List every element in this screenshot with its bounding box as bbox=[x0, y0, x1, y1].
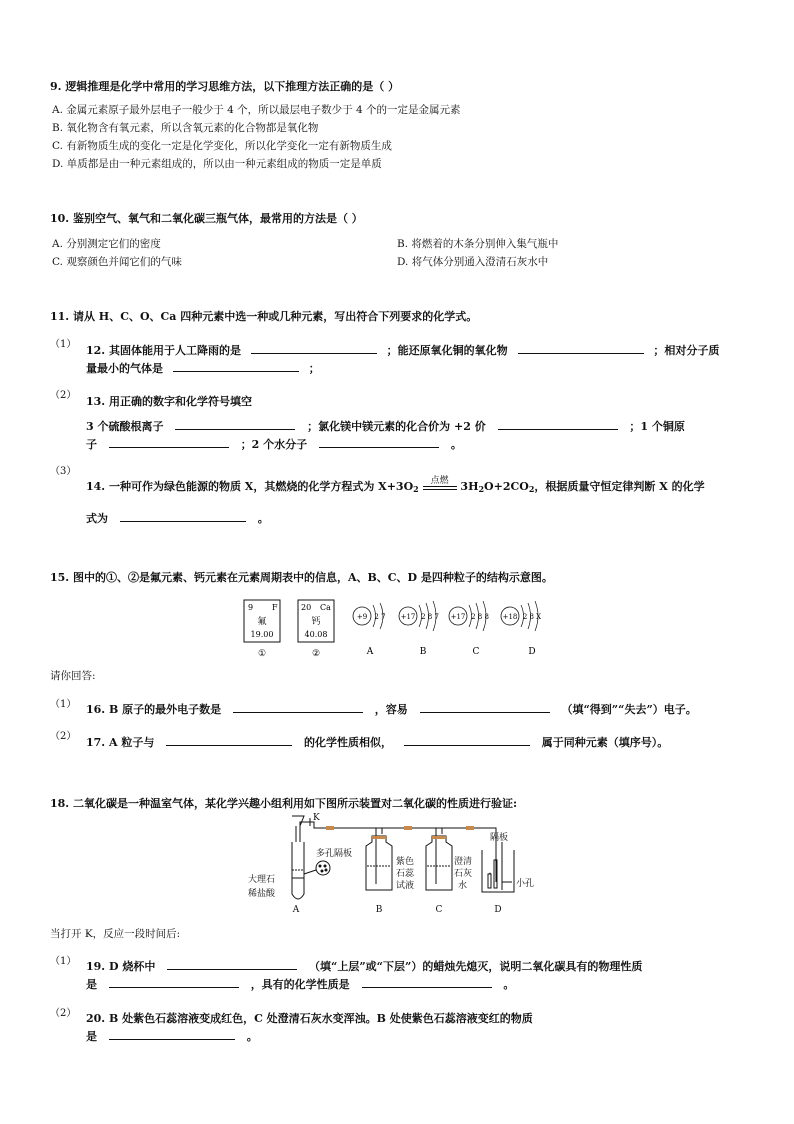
label-litmus-2: 石蕊 bbox=[396, 869, 415, 879]
particle-a-nucleus: +9 bbox=[356, 613, 368, 621]
ca-mass: 40.08 bbox=[304, 630, 328, 639]
q16-text-c: （填“得到”“失去”）电子。 bbox=[561, 703, 697, 716]
q10-option-a: A. 分别测定它们的密度 bbox=[52, 238, 161, 250]
q16-blank-1[interactable] bbox=[233, 701, 363, 713]
q12-blank-3[interactable] bbox=[173, 360, 299, 372]
q11-stem: 11. 请从 H、C、O、Ca 四种元素中选一种或几种元素，写出符合下列要求的化学式。 bbox=[50, 310, 478, 323]
q19-line2 bbox=[86, 976, 514, 992]
q14-text-d: ，根据质量守恒定律判断 X 的化学 bbox=[534, 480, 705, 493]
label-a: A bbox=[292, 905, 300, 915]
particle-a-label: A bbox=[366, 647, 374, 657]
q14-condition: 点燃 bbox=[430, 476, 449, 486]
q20-text-b: 是 bbox=[86, 1030, 97, 1043]
q11-part3-label: （3） bbox=[50, 466, 77, 477]
q14-blank[interactable] bbox=[120, 510, 246, 522]
q9-stem: 9. 逻辑推理是化学中常用的学习思维方法，以下推理方法正确的是（ ） bbox=[50, 80, 400, 93]
label-c: C bbox=[435, 905, 443, 915]
ca-name: 钙 bbox=[311, 617, 321, 627]
q9-option-b: B. 氧化物含有氧元素，所以含氧元素的化合物都是氧化物 bbox=[52, 122, 319, 134]
q18-apparatus-figure bbox=[246, 812, 536, 916]
q12-text-a: 12. 其固体能用于人工降雨的是 bbox=[86, 344, 241, 357]
q13-blank-3[interactable] bbox=[109, 436, 229, 448]
q11-part1-label: （1） bbox=[50, 339, 77, 350]
q19-text-d: ，具有的化学性质是 bbox=[250, 978, 350, 991]
q12-text-d: 量最小的气体是 bbox=[86, 362, 163, 375]
q19-blank-3[interactable] bbox=[362, 976, 492, 988]
label-partition: 隔板 bbox=[490, 833, 509, 843]
q20-text-c: 。 bbox=[246, 1030, 258, 1043]
q15-part1-label: （1） bbox=[50, 699, 77, 710]
label-porous-plate: 多孔隔板 bbox=[316, 849, 353, 859]
q14-text-e: 式为 bbox=[86, 512, 108, 525]
particle-d-electrons: 2 8 X bbox=[522, 613, 542, 621]
q16-blank-2[interactable] bbox=[420, 701, 550, 713]
q13-blank-1[interactable] bbox=[175, 418, 295, 430]
flame-lower bbox=[489, 873, 491, 875]
q9-option-a: A. 金属元素原子最外层电子一般少于 4 个，所以最层电子数少于 4 个的一定是金属元素 bbox=[52, 104, 461, 116]
q17-text-c: 属于同种元素（填序号）。 bbox=[541, 736, 669, 749]
label-lime-1: 澄清 bbox=[454, 857, 473, 867]
label-litmus-3: 试液 bbox=[396, 881, 415, 891]
q14-reaction-arrow bbox=[423, 476, 457, 490]
q14-text-f: 。 bbox=[257, 512, 269, 525]
f-label: ① bbox=[257, 649, 267, 659]
q19-blank-1[interactable] bbox=[167, 958, 297, 970]
f-atomic-number: 9 bbox=[248, 603, 254, 612]
q10-option-c: C. 观察颜色并闻它们的气味 bbox=[52, 256, 182, 268]
q10-option-d: D. 将气体分别通入澄清石灰水中 bbox=[397, 256, 549, 268]
q14-text-c: O+2CO bbox=[484, 480, 529, 493]
q12-blank-2[interactable] bbox=[518, 342, 644, 354]
bottle-c bbox=[426, 836, 452, 890]
q20-line1: 20. B 处紫色石蕊溶液变成红色，C 处澄清石灰水变浑浊。B 处使紫色石蕊溶液变红的物质 bbox=[86, 1012, 533, 1025]
particle-d-diagram bbox=[501, 601, 541, 657]
ca-atomic-number: 20 bbox=[301, 603, 312, 612]
q18-part2-label: （2） bbox=[50, 1008, 77, 1019]
q13-text-a: 3 个硫酸根离子 bbox=[86, 420, 164, 433]
q12-line1 bbox=[86, 342, 719, 358]
q17-blank-2[interactable] bbox=[404, 734, 530, 746]
bottle-b bbox=[366, 836, 392, 890]
q20-blank[interactable] bbox=[109, 1028, 235, 1040]
particle-d-label: D bbox=[528, 647, 536, 657]
q14-sub-co2: 2 bbox=[528, 484, 535, 494]
q12-text-e: ； bbox=[308, 362, 320, 375]
q13-blank-4[interactable] bbox=[319, 436, 439, 448]
q19-text-a: 19. D 烧杯中 bbox=[86, 960, 156, 973]
q14-double-line bbox=[423, 486, 457, 490]
label-k: K bbox=[313, 813, 320, 823]
q20-line2 bbox=[86, 1028, 258, 1044]
q14-line2 bbox=[86, 510, 269, 526]
q16-text-b: ，容易 bbox=[374, 703, 408, 716]
q13-text-c: ；1 个铜原 bbox=[629, 420, 685, 433]
particle-d-nucleus: +18 bbox=[502, 613, 518, 621]
q18-part1-label: （1） bbox=[50, 956, 77, 967]
particle-c-diagram bbox=[449, 601, 489, 657]
q18-stem: 18. 二氧化碳是一种温室气体，某化学兴趣小组利用如下图所示装置对二氧化碳的性质进行验证: bbox=[50, 797, 518, 810]
q19-text-e: 。 bbox=[503, 978, 515, 991]
particle-a-diagram bbox=[353, 603, 386, 657]
funnel-a bbox=[292, 816, 304, 842]
label-lime-3: 水 bbox=[458, 881, 468, 891]
q19-text-c: 是 bbox=[86, 978, 97, 991]
q13-text-e: ；2 个水分子 bbox=[240, 438, 308, 451]
q12-text-b: ；能还原氧化铜的氧化物 bbox=[386, 344, 508, 357]
ca-label: ② bbox=[311, 649, 321, 659]
q14-text-b: 3H bbox=[460, 480, 479, 493]
flame-upper bbox=[495, 859, 497, 861]
label-acid: 稀盐酸 bbox=[248, 889, 276, 899]
rubber-joint-1 bbox=[326, 826, 334, 830]
q16-text-a: 16. B 原子的最外电子数是 bbox=[86, 703, 222, 716]
beaker-d bbox=[482, 850, 514, 892]
q17-blank-1[interactable] bbox=[166, 734, 292, 746]
q10-option-b: B. 将燃着的木条分别伸入集气瓶中 bbox=[397, 238, 559, 250]
particle-b-label: B bbox=[419, 647, 427, 657]
q15-figure bbox=[240, 596, 550, 662]
porous-plate-inset bbox=[316, 861, 330, 875]
q13-line1 bbox=[86, 418, 685, 434]
q14-sub-h2: 2 bbox=[478, 484, 485, 494]
q11-part2-label: （2） bbox=[50, 390, 77, 401]
q13-line2 bbox=[86, 436, 462, 452]
q19-text-b: （填“上层”或“下层”）的蜡烛先熄灭，说明二氧化碳具有的物理性质 bbox=[309, 960, 643, 973]
ca-symbol: Ca bbox=[320, 603, 331, 612]
q12-line2 bbox=[86, 360, 320, 376]
stopper-b bbox=[372, 836, 386, 839]
q14-sub-o2: 2 bbox=[413, 484, 419, 494]
particle-b-nucleus: +17 bbox=[400, 613, 416, 621]
q9-option-d: D. 单质都是由一种元素组成的，所以由一种元素组成的物质一定是单质 bbox=[52, 158, 382, 170]
fluorine-periodic-cell bbox=[244, 600, 280, 659]
q13-text-d: 子 bbox=[86, 438, 97, 451]
q19-blank-2[interactable] bbox=[109, 976, 239, 988]
rubber-joint-3 bbox=[466, 826, 474, 830]
particle-c-label: C bbox=[472, 647, 480, 657]
label-d: D bbox=[494, 905, 502, 915]
q12-blank-1[interactable] bbox=[251, 342, 377, 354]
q17-line bbox=[86, 734, 668, 750]
stopper-c bbox=[432, 836, 446, 839]
particle-a-electrons: 2 7 bbox=[374, 613, 386, 621]
particle-b-electrons: 2 8 7 bbox=[421, 613, 439, 621]
q18-after-prompt: 当打开 K，反应一段时间后: bbox=[50, 928, 181, 940]
label-hole: 小孔 bbox=[516, 879, 535, 889]
q14-line1 bbox=[86, 478, 705, 494]
label-lime-2: 石灰 bbox=[454, 869, 473, 879]
q13-blank-2[interactable] bbox=[498, 418, 618, 430]
particle-c-electrons: 2 8 8 bbox=[471, 613, 489, 621]
q10-stem: 10. 鉴别空气、氧气和二氧化碳三瓶气体，最常用的方法是（ ） bbox=[50, 212, 363, 225]
q13-text-f: 。 bbox=[450, 438, 462, 451]
calcium-periodic-cell bbox=[298, 600, 334, 659]
particle-c-nucleus: +17 bbox=[450, 613, 466, 621]
q15-answer-prompt: 请你回答: bbox=[50, 670, 96, 682]
q13-stem: 13. 用正确的数字和化学符号填空 bbox=[86, 395, 252, 408]
label-marble: 大理石 bbox=[248, 875, 276, 885]
q15-part2-label: （2） bbox=[50, 731, 77, 742]
label-b: B bbox=[375, 905, 383, 915]
q17-text-b: 的化学性质相似， bbox=[304, 736, 393, 749]
q15-stem: 15. 图中的①、②是氟元素、钙元素在元素周期表中的信息，A、B、C、D 是四种粒子的结构示意图。 bbox=[50, 571, 553, 584]
q14-text-a: 14. 一种可作为绿色能源的物质 X，其燃烧的化学方程式为 X+3O bbox=[86, 480, 414, 493]
f-mass: 19.00 bbox=[250, 630, 274, 639]
q16-line bbox=[86, 701, 697, 717]
q17-text-a: 17. A 粒子与 bbox=[86, 736, 155, 749]
q13-text-b: ；氯化镁中镁元素的化合价为 +2 价 bbox=[307, 420, 486, 433]
label-litmus-1: 紫色 bbox=[396, 857, 415, 867]
rubber-joint-2 bbox=[404, 826, 412, 830]
q9-option-c: C. 有新物质生成的变化一定是化学变化，所以化学变化一定有新物质生成 bbox=[52, 140, 392, 152]
q19-line1 bbox=[86, 958, 642, 974]
q12-text-c: ；相对分子质 bbox=[653, 344, 720, 357]
particle-b-diagram bbox=[399, 601, 439, 657]
f-name: 氟 bbox=[257, 617, 267, 627]
lower-candle bbox=[488, 874, 491, 888]
f-symbol: F bbox=[272, 603, 278, 612]
